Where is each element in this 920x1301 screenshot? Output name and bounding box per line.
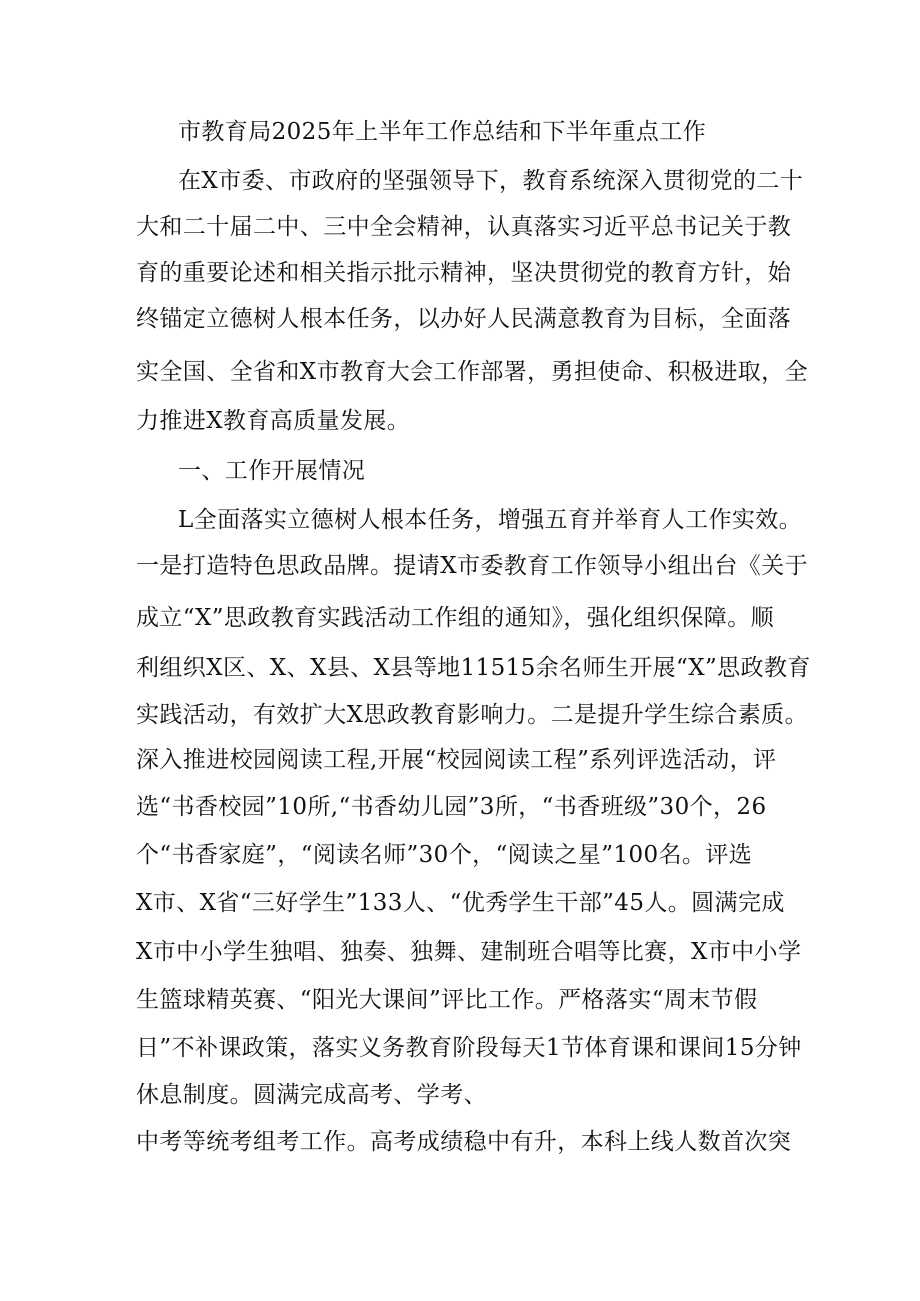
paragraph-line: 大和二十届二中、三中全会精神，认真落实习近平总书记关于教 [136,214,792,240]
section-heading: 一、工作开展情况 [178,458,366,484]
paragraph-line: 个“书香家庭”，“阅读名师”30个，“阅读之星”100名。评选 [136,842,753,868]
paragraph-line: 在X市委、市政府的坚强领导下，教育系统深入贯彻党的二十 [178,168,804,194]
paragraph-line: 终锚定立德树人根本任务，以办好人民满意教育为目标，全面落 [136,306,792,332]
paragraph-line: 中考等统考组考工作。高考成绩稳中有升，本科上线人数首次突 [136,1129,792,1155]
paragraph-line: 选“书香校园”10所,“书香幼儿园”3所，“书香班级”30个，26 [136,794,767,820]
paragraph-line: 实践活动，有效扩大X思政教育影响力。二是提升学生综合素质。 [136,702,808,728]
paragraph-line: L全面落实立德树人根本任务，增强五育并举育人工作实效。 [178,507,803,533]
paragraph-line: 深入推进校园阅读工程,开展“校园阅读工程”系列评选活动，评 [136,747,777,773]
paragraph-line: X市、X省“三好学生”133人、“优秀学生干部”45人。圆满完成 [136,890,785,916]
paragraph-line: 日”不补课政策，落实义务教育阶段每天1节体育课和课间15分钟 [136,1035,802,1061]
paragraph-line: 实全国、全省和X市教育大会工作部署，勇担使命、积极进取，全 [136,359,808,385]
document-title: 市教育局2025年上半年工作总结和下半年重点工作 [178,119,707,145]
paragraph-line: 成立“X”思政教育实践活动工作组的通知》，强化组织保障。顺 [136,605,774,631]
paragraph-line: 育的重要论述和相关指示批示精神，坚决贯彻党的教育方针，始 [136,260,792,286]
paragraph-line: 生篮球精英赛、“阳光大课间”评比工作。严格落实“周末节假 [136,987,758,1013]
paragraph-line: 利组织X区、X、X县、X县等地11515余名师生开展“X”思政教育 [136,655,811,681]
paragraph-line: 休息制度。圆满完成高考、学考、 [136,1082,487,1108]
paragraph-line: 一是打造特色思政品牌。提请X市委教育工作领导小组出台《关于 [136,553,808,579]
paragraph-line: X市中小学生独唱、独奏、独舞、建制班合唱等比赛，X市中小学 [136,939,802,965]
paragraph-line: 力推进X教育高质量发展。 [136,408,411,434]
